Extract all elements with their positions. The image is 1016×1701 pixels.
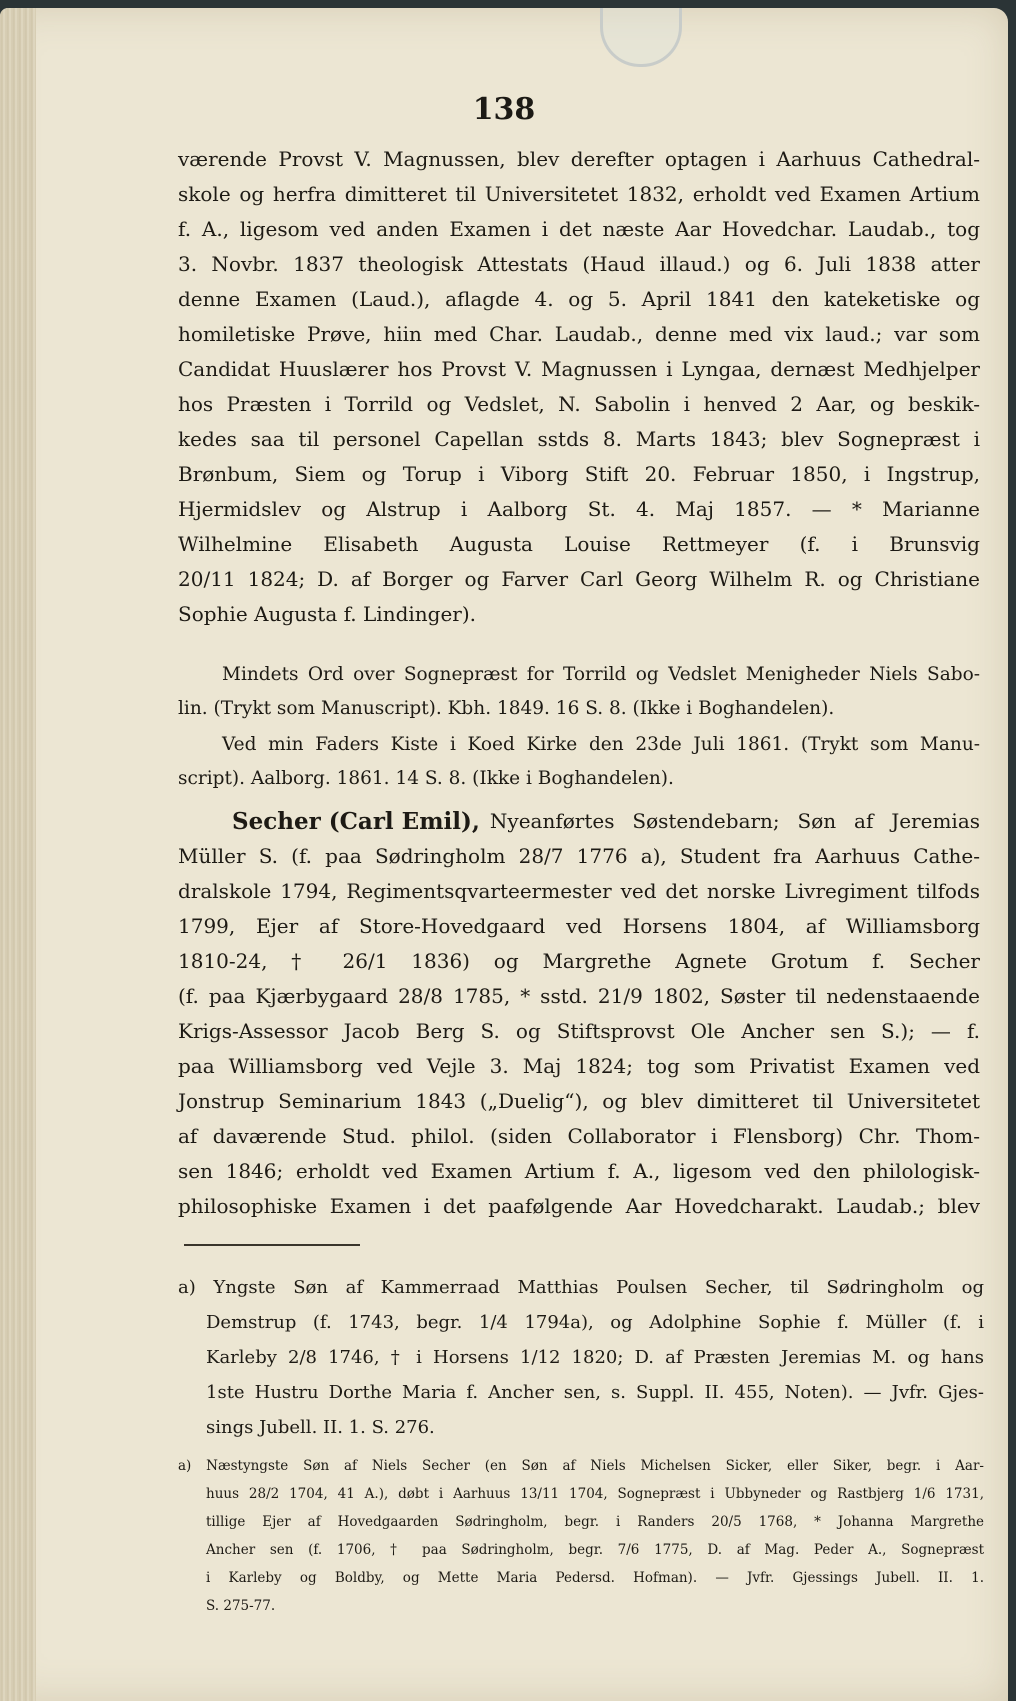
paragraph-1 [178,142,980,632]
reference-1 [178,658,980,726]
text-line: sen 1846; erholdt ved Examen Artium f. A., ligesom ved den philologisk- [178,1159,980,1183]
text-line: Müller S. (f. paa Sødringholm 28/7 1776 a), Student fra Aarhuus Cathe- [178,844,980,868]
footnote-aa [178,1452,984,1620]
footnote-line: S. 275-77. [206,1598,276,1614]
text-line: 20/11 1824; D. af Borger og Farver Carl Georg Wilhelm R. og Christiane [178,567,980,591]
footnote-line: Ancher sen (f. 1706, † paa Sødringholm, begr. 7/6 1775, D. af Mag. Peder A., Sognepræst [206,1542,984,1558]
text-line: Brønbum, Siem og Torup i Viborg Stift 20. Februar 1850, i Ingstrup, [178,462,980,486]
footnote-line: Karleby 2/8 1746, † i Horsens 1/12 1820; D. af Præsten Jeremias M. og hans [206,1347,984,1368]
paragraph-entry-secher [178,804,980,1224]
entry-heading: Secher (Carl Emil), [232,808,480,835]
footnote-line: i Karleby og Boldby, og Mette Maria Pedersd. Hofman). — Jvfr. Gjessings Jubell. II. 1. [206,1570,984,1586]
footnote-separator [184,1244,360,1246]
text-line: Candidat Huuslærer hos Provst V. Magnussen i Lyngaa, dernæst Medhjelper [178,357,980,381]
text-line: script). Aalborg. 1861. 14 S. 8. (Ikke i Boghandelen). [178,768,674,789]
text-line: lin. (Trykt som Manuscript). Kbh. 1849. 16 S. 8. (Ikke i Boghandelen). [178,698,835,719]
text-line: philosophiske Examen i det paafølgende Aar Hovedcharakt. Laudab.; blev [178,1194,980,1218]
footnote-a [178,1270,984,1445]
text-line: 3. Novbr. 1837 theologisk Attestats (Haud illaud.) og 6. Juli 1838 atter [178,252,980,276]
text-line: Wilhelmine Elisabeth Augusta Louise Rettmeyer (f. i Brunsvig [178,532,980,556]
text-line: (f. paa Kjærbygaard 28/8 1785, * sstd. 21/9 1802, Søster til nedenstaaende [178,984,980,1008]
text-line: denne Examen (Laud.), aflagde 4. og 5. April 1841 den kateketiske og [178,287,980,311]
text-line: 1810-24, † 26/1 1836) og Margrethe Agnete Grotum f. Secher [178,949,980,973]
page-number: 138 [472,92,536,127]
footnote-line: tillige Ejer af Hovedgaarden Sødringholm, begr. i Randers 20/5 1768, * Johanna Margrethe [206,1514,984,1530]
text-line: Nyeanførtes Søstendebarn; Søn af Jeremias [489,809,980,833]
text-line: dralskole 1794, Regimentsqvarteermester ved det norske Livregiment tilfods [178,879,980,903]
text-line: Hjermidslev og Alstrup i Aalborg St. 4. Maj 1857. — * Marianne [178,497,980,521]
text-line: homiletiske Prøve, hiin med Char. Laudab., denne med vix laud.; var som [178,322,980,346]
reference-2 [178,728,980,796]
text-line: hos Præsten i Torrild og Vedslet, N. Sabolin i henved 2 Aar, og beskik- [178,392,980,416]
text-line: Jonstrup Seminarium 1843 („Duelig“), og blev dimitteret til Universitetet [178,1089,980,1113]
text-line: af daværende Stud. philol. (siden Collaborator i Flensborg) Chr. Thom- [178,1124,980,1148]
text-line: Ved min Faders Kiste i Koed Kirke den 23de Juli 1861. (Trykt som Manu- [222,734,980,755]
text-line: paa Williamsborg ved Vejle 3. Maj 1824; tog som Privatist Examen ved [178,1054,980,1078]
footnote-line: a) Næstyngste Søn af Niels Secher (en Søn af Niels Michelsen Sicker, eller Siker, begr. i Aar- [178,1458,984,1474]
text-line: Krigs-Assessor Jacob Berg S. og Stiftsprovst Ole Ancher sen S.); — f. [178,1019,980,1043]
text-line: Mindets Ord over Sognepræst for Torrild og Vedslet Menigheder Niels Sabo- [222,664,980,685]
text-line: 1799, Ejer af Store-Hovedgaard ved Horsens 1804, af Williamsborg [178,914,980,938]
text-line: f. A., ligesom ved anden Examen i det næste Aar Hovedchar. Laudab., tog [178,217,980,241]
text-line: kedes saa til personel Capellan sstds 8. Marts 1843; blev Sognepræst i [178,427,980,451]
footnote-line: a) Yngste Søn af Kammerraad Matthias Poulsen Secher, til Sødringholm og [178,1277,984,1298]
page-clip [600,8,682,67]
book-page [0,8,1008,1701]
text-line: Sophie Augusta f. Lindinger). [178,602,477,626]
footnote-line: Demstrup (f. 1743, begr. 1/4 1794a), og Adolphine Sophie f. Müller (f. i [206,1312,984,1333]
page-edge [0,8,36,1701]
footnote-line: 1ste Hustru Dorthe Maria f. Ancher sen, s. Suppl. II. 455, Noten). — Jvfr. Gjes- [206,1382,984,1403]
footnote-line: sings Jubell. II. 1. S. 276. [206,1417,435,1438]
text-line: skole og herfra dimitteret til Universitetet 1832, erholdt ved Examen Artium [178,182,980,206]
text-line: værende Provst V. Magnussen, blev derefter optagen i Aarhuus Cathedral- [178,147,980,171]
footnote-line: huus 28/2 1704, 41 A.), døbt i Aarhuus 13/11 1704, Sognepræst i Ubbyneder og Rastbjerg 1/6 1731, [206,1486,984,1502]
